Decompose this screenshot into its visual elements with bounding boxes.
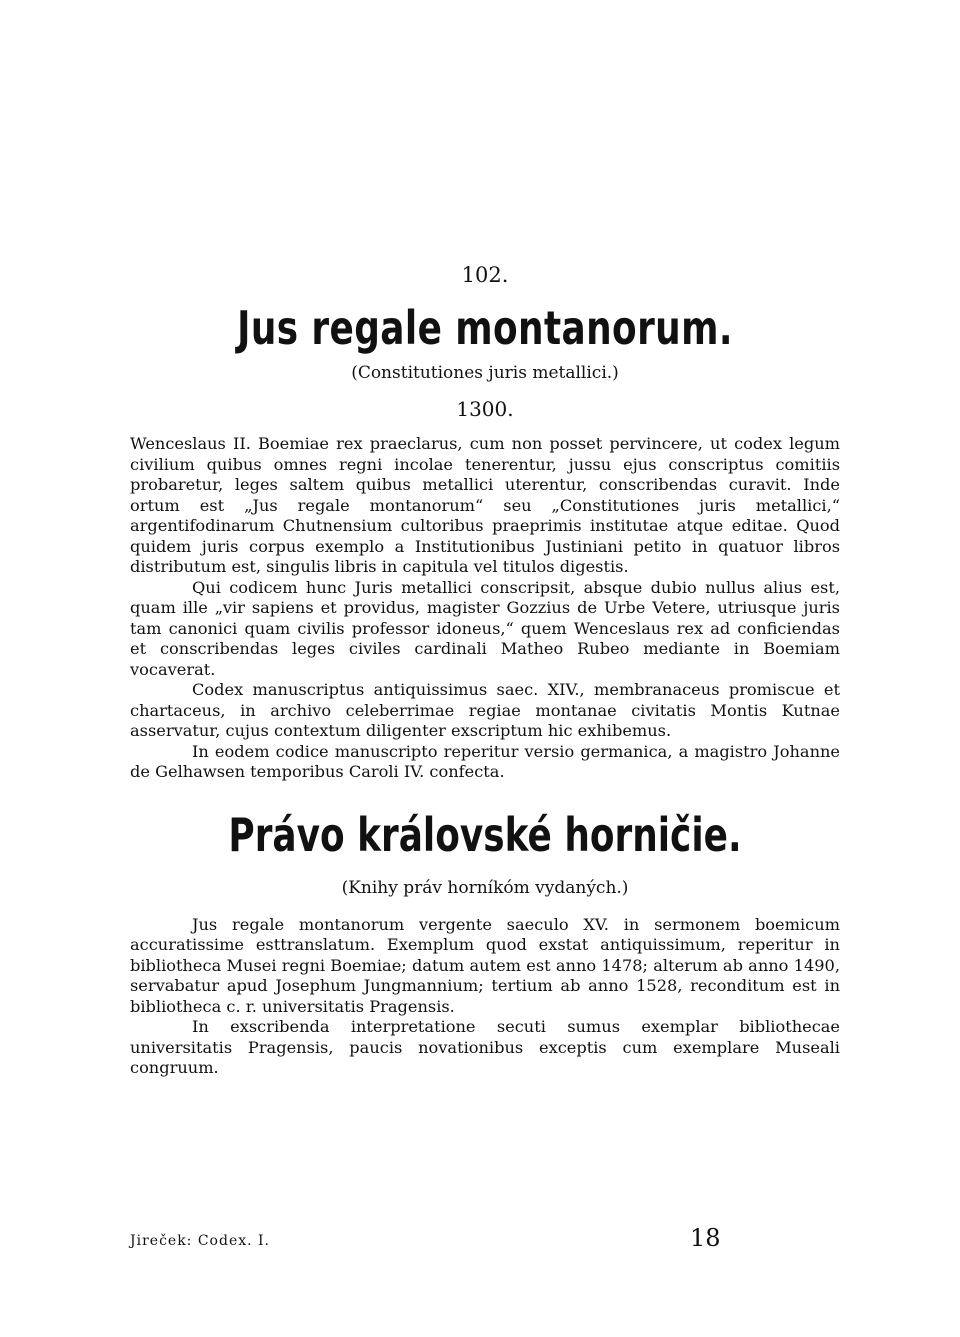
main-title: Jus regale montanorum. (237, 301, 733, 355)
paragraph: In exscribenda interpretatione secuti sumus exemplar bibliothecae universitatis Pragensis, paucis novationibus exceptis cum exemplare Museali congruum. (130, 1017, 840, 1077)
section1-body (130, 434, 840, 783)
paragraph: Wenceslaus II. Boemiae rex praeclarus, cum non posset pervincere, ut codex legum civilium quibus omnes regni incolae tenerentur, jussu ejus conscriptus comitiis probaretur, leges saltem quibus metallici uterentur, conscribendas curavit. Inde ortum est „Jus regale montanorum“ seu „Constitutiones juris metallici,“ argentifodinarum Chutnensium cultoribus praeprimis institutae atque editae. Quod quidem juris corpus exemplo a Institutionibus Justiniani petito in quatuor libros distributum est, singulis libris in capitula vel titulos digestis. (130, 434, 840, 576)
paragraph: In eodem codice manuscripto reperitur versio germanica, a magistro Johanne de Gelhawsen temporibus Caroli IV. confecta. (130, 741, 840, 781)
paragraph: Qui codicem hunc Juris metallici conscripsit, absque dubio nullus alius est, quam ille „vir sapiens et providus, magister Gozzius de Urbe Vetere, utriusque juris tam canonici quam civilis professor idoneus,“ quem Wenceslaus rex ad conficiendas et conscribendas leges civiles cardinali Matheo Rubeo mediante in Boemiam vocaverat. (130, 577, 840, 679)
section2-body (130, 915, 840, 1079)
paragraph: Jus regale montanorum vergente saeculo XV. in sermonem boemicum accuratissime esttranslatum. Exemplum quod exstat antiquissimum, reperitur in bibliotheca Musei regni Boemiae; datum autem est anno 1478; alterum ab anno 1490, servabatur apud Josephum Jungmannium; tertium ab anno 1528, reconditum est in bibliotheca c. r. universitatis Pragensis. (130, 914, 840, 1016)
second-title: Právo královské horničie. (228, 807, 742, 862)
footer-sheet-number: 18 (690, 1224, 721, 1252)
footer-signature: Jireček: Codex. I. (130, 1233, 271, 1249)
document-year: 1300. (456, 397, 514, 421)
second-subtitle: (Knihy práv horníkóm vydaných.) (341, 877, 629, 898)
main-subtitle: (Constitutiones juris metallici.) (351, 363, 619, 383)
paragraph: Codex manuscriptus antiquissimus saec. XIV., membranaceus promiscue et chartaceus, in archivo celeberrimae regiae montanae civitatis Montis Kutnae asservatur, cujus contextum diligenter exscriptum hic exhibemus. (130, 680, 840, 740)
document-number: 102. (461, 263, 509, 287)
page-content (130, 260, 840, 1079)
